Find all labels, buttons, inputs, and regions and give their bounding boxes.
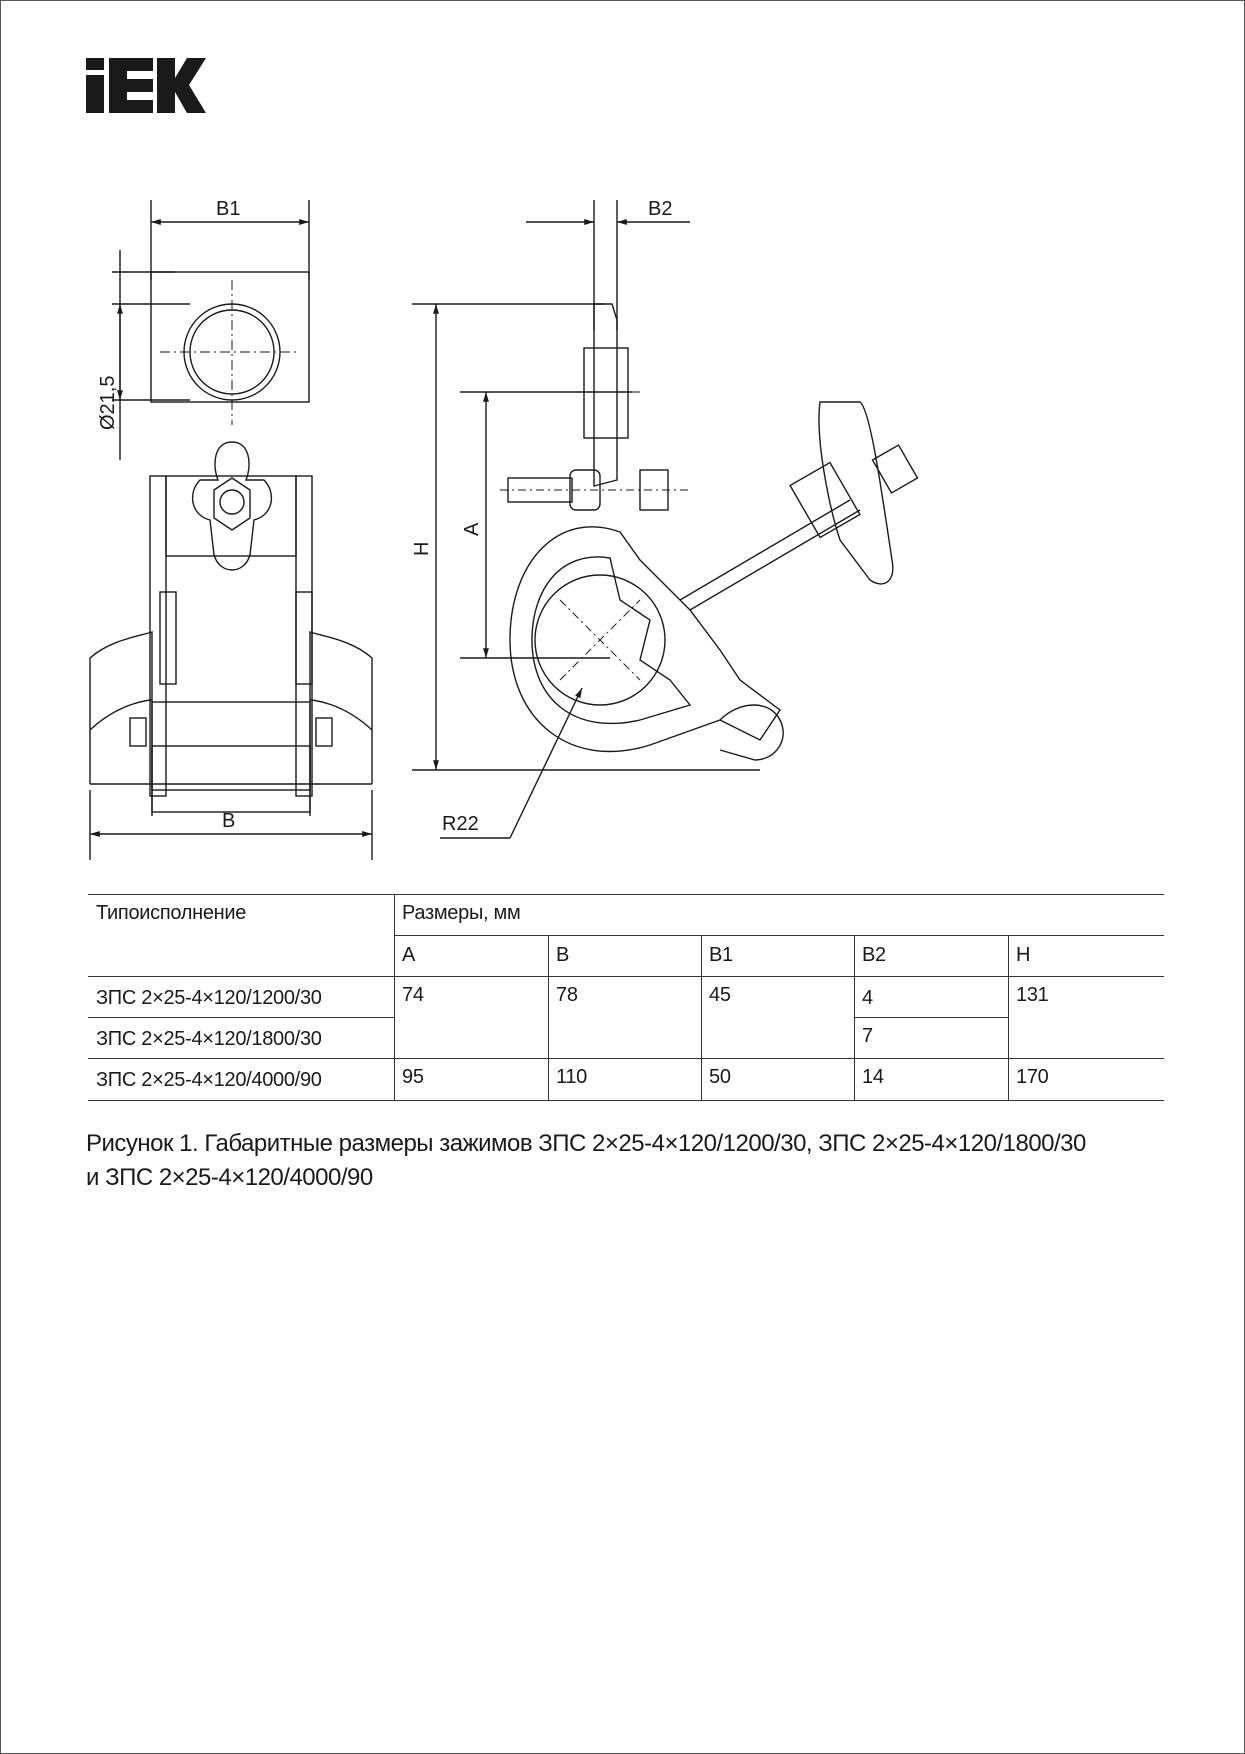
dim-b2: B2 (648, 198, 673, 220)
row1-b2: 4 (862, 987, 873, 1009)
header-type: Типоисполнение (96, 902, 247, 924)
row1-b1: 45 (709, 984, 731, 1006)
row3-name: ЗПС 2×25-4×120/4000/90 (96, 1069, 322, 1091)
row3-b2: 14 (862, 1066, 884, 1088)
row3-b: 110 (556, 1066, 587, 1088)
row1-h: 131 (1016, 984, 1049, 1006)
dim-a: A (461, 522, 483, 536)
header-col-b2: B2 (862, 944, 886, 966)
dim-b1: B1 (216, 198, 241, 220)
iek-logo (86, 58, 206, 118)
header-col-b: B (556, 944, 570, 966)
technical-drawing (0, 180, 1245, 880)
caption-line-2: и ЗПС 2×25-4×120/4000/90 (86, 1164, 373, 1191)
dim-h: H (411, 541, 433, 556)
row2-b2: 7 (862, 1025, 873, 1047)
row3-a: 95 (402, 1066, 424, 1088)
caption-line-1: Рисунок 1. Габаритные размеры зажимов ЗПС 2×25-4×120/1200/30, ЗПС 2×25-4×120/1800/30 (86, 1130, 1086, 1157)
row1-b: 78 (556, 984, 578, 1006)
header-col-h: H (1016, 944, 1031, 966)
row1-name: ЗПС 2×25-4×120/1200/30 (96, 987, 322, 1009)
header-col-a: A (402, 944, 416, 966)
dim-diameter: Ø21,5 (97, 375, 119, 430)
header-sizes: Размеры, мм (402, 902, 521, 924)
dim-r22: R22 (442, 813, 479, 835)
dim-b: B (222, 810, 236, 832)
header-col-b1: B1 (709, 944, 733, 966)
row2-name: ЗПС 2×25-4×120/1800/30 (96, 1028, 322, 1050)
row3-h: 170 (1016, 1066, 1049, 1088)
row1-a: 74 (402, 984, 424, 1006)
figure-caption (86, 1127, 1186, 1195)
row3-b1: 50 (709, 1066, 731, 1088)
